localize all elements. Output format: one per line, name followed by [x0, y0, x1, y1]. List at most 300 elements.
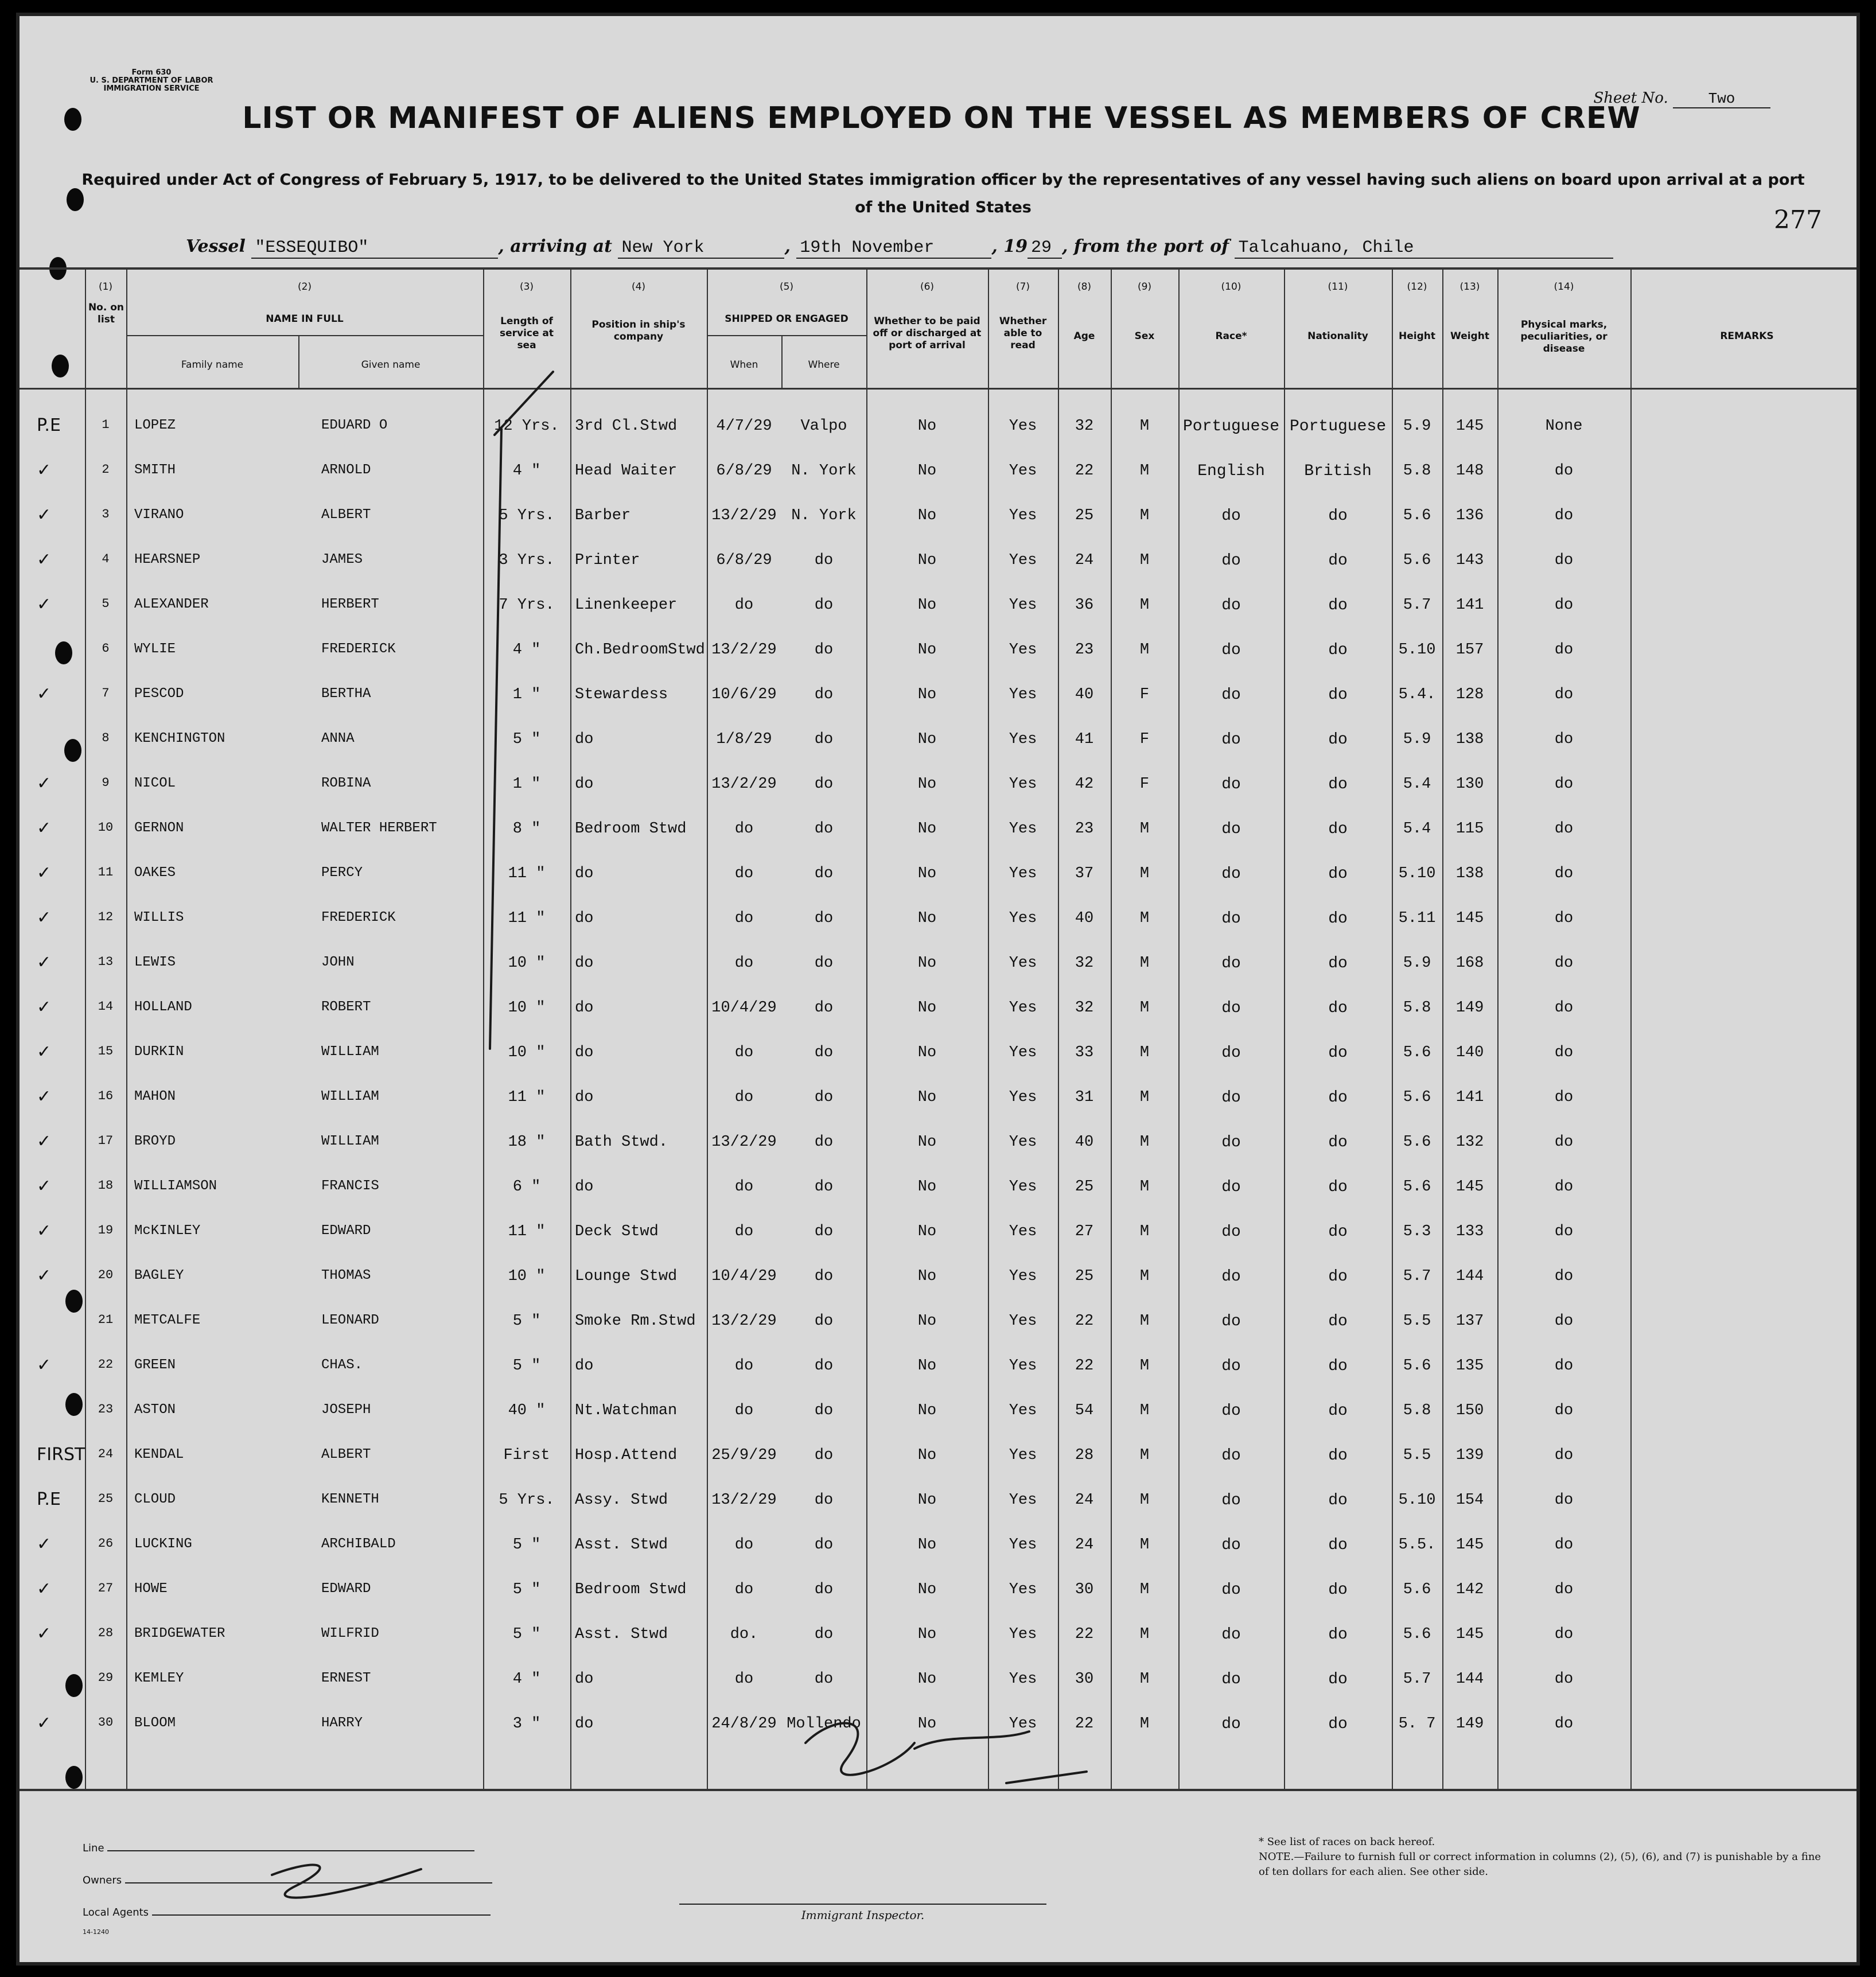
cell-race: do: [1221, 1134, 1241, 1151]
cell-position: do: [575, 910, 594, 927]
vessel-label: Vessel: [186, 236, 246, 256]
cell-marks: do: [1554, 776, 1574, 793]
col-num-13: (13): [1459, 281, 1480, 293]
cell-nationality: British: [1304, 462, 1372, 480]
cell-read: Yes: [1009, 1492, 1037, 1509]
cell-position: Bath Stwd.: [575, 1134, 668, 1151]
margin-mark: ✓: [37, 1624, 52, 1644]
cell-age: 25: [1075, 507, 1094, 524]
cell-race: do: [1221, 865, 1241, 883]
cell-no: 15: [98, 1044, 114, 1058]
cell-when: do: [734, 1357, 754, 1375]
cell-race: do: [1221, 1581, 1241, 1599]
cell-nationality: do: [1328, 865, 1348, 883]
cell-age: 22: [1075, 1715, 1094, 1733]
cell-marks: do: [1554, 552, 1574, 569]
cell-sex: M: [1139, 597, 1150, 614]
cell-race: do: [1221, 1671, 1241, 1688]
cell-given: HERBERT: [321, 597, 379, 612]
cell-family: McKINLEY: [134, 1223, 201, 1239]
arriving-label: , arriving at: [498, 236, 613, 256]
inspector-signature: [805, 1723, 1087, 1783]
cell-marks: do: [1554, 820, 1574, 838]
cell-age: 32: [1075, 999, 1094, 1017]
cell-service: 40 ": [508, 1402, 546, 1419]
cell-when: do: [734, 1671, 754, 1688]
cell-paid: No: [917, 999, 937, 1017]
cell-race: do: [1221, 597, 1241, 614]
col-head-remarks: REMARKS: [1720, 330, 1774, 342]
cell-paid: No: [917, 1626, 937, 1643]
cell-paid: No: [917, 686, 937, 703]
cell-paid: No: [917, 1402, 937, 1419]
cell-age: 36: [1075, 597, 1094, 614]
cell-sex: M: [1139, 820, 1150, 838]
cell-paid: No: [917, 1134, 937, 1151]
cell-when: 6/8/29: [716, 462, 772, 480]
cell-where: do: [814, 1223, 834, 1240]
col-head-paid-off: Whether to be paid off or discharged at port of arrival: [873, 316, 982, 351]
cell-race: do: [1221, 1492, 1241, 1509]
cell-nationality: do: [1328, 820, 1348, 838]
cell-read: Yes: [1009, 1089, 1037, 1106]
cell-no: 27: [98, 1581, 114, 1595]
cell-paid: No: [917, 641, 937, 659]
cell-position: Smoke Rm.Stwd: [575, 1313, 696, 1330]
col-head-position: Position in ship's company: [591, 319, 686, 343]
cell-sex: M: [1139, 1715, 1150, 1733]
cell-height: 5.10: [1398, 865, 1436, 882]
cell-given: ROBINA: [321, 776, 371, 791]
cell-weight: 143: [1455, 552, 1484, 569]
cell-when: 13/2/29: [711, 1313, 777, 1330]
cell-service: 4 ": [512, 462, 541, 480]
cell-paid: No: [917, 1223, 937, 1240]
cell-family: GREEN: [134, 1357, 176, 1373]
cell-marks: do: [1554, 1581, 1574, 1598]
cell-when: do: [734, 1089, 754, 1106]
cell-nationality: do: [1328, 597, 1348, 614]
cell-race: do: [1221, 955, 1241, 972]
cell-no: 17: [98, 1134, 114, 1148]
cell-age: 25: [1075, 1268, 1094, 1285]
cell-marks: do: [1554, 1357, 1574, 1375]
cell-sex: M: [1139, 1223, 1150, 1240]
cell-service: 5 ": [512, 1536, 541, 1554]
cell-marks: do: [1554, 641, 1574, 659]
cell-nationality: do: [1328, 955, 1348, 972]
cell-position: do: [575, 1715, 594, 1733]
cell-where: do: [814, 1044, 834, 1061]
margin-mark: ✓: [37, 460, 52, 480]
cell-position: Bedroom Stwd: [575, 820, 687, 838]
cell-given: CHAS.: [321, 1357, 363, 1373]
cell-marks: do: [1554, 1268, 1574, 1285]
margin-mark: ✓: [37, 997, 52, 1017]
cell-age: 30: [1075, 1671, 1094, 1688]
cell-age: 40: [1075, 910, 1094, 927]
margin-mark: ✓: [37, 1266, 52, 1286]
cell-marks: do: [1554, 865, 1574, 882]
cell-service: 11 ": [508, 1089, 546, 1106]
cell-race: do: [1221, 1223, 1241, 1241]
cell-age: 32: [1075, 955, 1094, 972]
cell-service: 3 ": [512, 1715, 541, 1733]
cell-position: Assy. Stwd: [575, 1492, 668, 1509]
margin-mark: ✓: [37, 1579, 52, 1599]
col-head-physical-marks: Physical marks, peculiarities, or disease: [1520, 319, 1608, 355]
cell-age: 41: [1075, 731, 1094, 748]
cell-when: do: [734, 1536, 754, 1554]
cell-height: 5.4.: [1398, 686, 1436, 703]
col-head-weight: Weight: [1450, 330, 1489, 342]
cell-sex: M: [1139, 552, 1150, 569]
col-num-9: (9): [1137, 281, 1152, 293]
cell-race: do: [1221, 1626, 1241, 1644]
col-head-when: When: [730, 359, 758, 371]
cell-marks: None: [1545, 418, 1583, 435]
margin-mark: ✓: [37, 684, 52, 704]
col-head-where: Where: [808, 359, 840, 371]
cell-position: Ch.BedroomStwd: [575, 641, 705, 659]
cell-age: 37: [1075, 865, 1094, 882]
cell-family: BRIDGEWATER: [134, 1626, 225, 1641]
cell-no: 9: [102, 776, 110, 790]
cell-position: do: [575, 1044, 594, 1061]
cell-no: 10: [98, 820, 114, 835]
cell-age: 40: [1075, 686, 1094, 703]
cell-position: Asst. Stwd: [575, 1626, 668, 1643]
cell-no: 19: [98, 1223, 114, 1237]
cell-marks: do: [1554, 1223, 1574, 1240]
cell-where: do: [814, 552, 834, 569]
penalty-note: NOTE.—Failure to furnish full or correct information in columns (2), (5), (6), and (7) is punishable by a fine of ten dollars for each alien. See other side.: [1259, 1851, 1821, 1878]
cell-weight: 139: [1455, 1447, 1484, 1464]
margin-mark: ✓: [37, 1221, 52, 1241]
cell-nationality: do: [1328, 1715, 1348, 1733]
cell-marks: do: [1554, 1536, 1574, 1554]
col-head-family-name: Family name: [181, 359, 244, 371]
cell-no: 2: [102, 462, 110, 477]
margin-mark: FIRST: [37, 1445, 85, 1465]
cell-when: do: [734, 955, 754, 972]
arrival-port: New York: [618, 238, 784, 259]
cell-family: GERNON: [134, 820, 184, 836]
cell-family: BROYD: [134, 1134, 176, 1149]
cell-height: 5.5.: [1398, 1536, 1436, 1554]
col-num-7: (7): [1015, 281, 1030, 293]
margin-mark: ✓: [37, 908, 52, 928]
cell-weight: 157: [1455, 641, 1484, 659]
cell-marks: do: [1554, 597, 1574, 614]
cell-given: ARNOLD: [321, 462, 371, 478]
cell-no: 20: [98, 1268, 114, 1282]
pencil-stroke: [490, 372, 553, 1049]
cell-sex: M: [1139, 418, 1150, 435]
cell-height: 5.8: [1403, 1402, 1431, 1419]
margin-mark: ✓: [37, 550, 52, 570]
cell-weight: 144: [1455, 1671, 1484, 1688]
margin-mark: ✓: [37, 952, 52, 972]
cell-nationality: do: [1328, 731, 1348, 749]
cell-given: WALTER HERBERT: [321, 820, 437, 836]
cell-given: ARCHIBALD: [321, 1536, 396, 1552]
page-number: 277: [1774, 205, 1822, 235]
cell-when: do: [734, 1402, 754, 1419]
cell-weight: 148: [1455, 462, 1484, 480]
cell-sex: M: [1139, 1626, 1150, 1643]
cell-sex: M: [1139, 1447, 1150, 1464]
margin-mark: ✓: [37, 1355, 52, 1375]
margin-mark: ✓: [37, 818, 52, 838]
cell-when: 10/4/29: [711, 999, 777, 1017]
cell-given: THOMAS: [321, 1268, 371, 1283]
cell-where: do: [814, 999, 834, 1017]
cell-position: Bedroom Stwd: [575, 1581, 687, 1598]
cell-given: ROBERT: [321, 999, 371, 1015]
cell-sex: M: [1139, 1178, 1150, 1196]
cell-nationality: do: [1328, 999, 1348, 1017]
cell-read: Yes: [1009, 462, 1037, 480]
cell-marks: do: [1554, 686, 1574, 703]
cell-when: 24/8/29: [711, 1715, 777, 1733]
cell-family: HEARSNEP: [134, 552, 201, 567]
cell-height: 5.4: [1403, 776, 1431, 793]
cell-given: KENNETH: [321, 1492, 379, 1507]
cell-where: N. York: [791, 462, 857, 480]
cell-weight: 145: [1455, 910, 1484, 927]
cell-weight: 144: [1455, 1268, 1484, 1285]
cell-race: do: [1221, 731, 1241, 749]
cell-weight: 115: [1455, 820, 1484, 838]
cell-where: do: [814, 1357, 834, 1375]
cell-service: 1 ": [512, 686, 541, 703]
cell-race: do: [1221, 1044, 1241, 1062]
cell-service: 11 ": [508, 910, 546, 927]
cell-no: 23: [98, 1402, 114, 1416]
cell-no: 13: [98, 955, 114, 969]
cell-service: 5 ": [512, 1313, 541, 1330]
cell-paid: No: [917, 507, 937, 524]
cell-read: Yes: [1009, 1223, 1037, 1240]
cell-paid: No: [917, 1357, 937, 1375]
col-head-name: NAME IN FULL: [266, 313, 344, 325]
cell-sex: M: [1139, 910, 1150, 927]
cell-weight: 140: [1455, 1044, 1484, 1061]
cell-family: LOPEZ: [134, 418, 176, 433]
cell-height: 5.9: [1403, 731, 1431, 748]
cell-marks: do: [1554, 462, 1574, 480]
cell-sex: F: [1139, 686, 1150, 703]
cell-paid: No: [917, 865, 937, 882]
cell-no: 11: [98, 865, 114, 879]
cell-no: 24: [98, 1447, 114, 1461]
cell-sex: M: [1139, 1492, 1150, 1509]
cell-nationality: do: [1328, 552, 1348, 570]
margin-mark: ✓: [37, 594, 52, 614]
cell-marks: do: [1554, 1715, 1574, 1733]
cell-position: Head Waiter: [575, 462, 678, 480]
cell-where: do: [814, 1626, 834, 1643]
cell-height: 5.5: [1403, 1447, 1431, 1464]
cell-no: 7: [102, 686, 110, 700]
cell-where: do: [814, 1447, 834, 1464]
col-head-read: Whether able to read: [999, 316, 1047, 351]
cell-where: do: [814, 1134, 834, 1151]
cell-service: 6 ": [512, 1178, 541, 1196]
cell-read: Yes: [1009, 1313, 1037, 1330]
cell-when: do: [734, 1178, 754, 1196]
cell-service: 1 ": [512, 776, 541, 793]
cell-family: METCALFE: [134, 1313, 201, 1328]
cell-no: 5: [102, 597, 110, 611]
cell-read: Yes: [1009, 1357, 1037, 1375]
cell-age: 27: [1075, 1223, 1094, 1240]
cell-where: Mollendo: [787, 1715, 861, 1733]
cell-marks: do: [1554, 1671, 1574, 1688]
cell-service: 5 ": [512, 1626, 541, 1643]
cell-height: 5.6: [1403, 1089, 1431, 1106]
cell-paid: No: [917, 1671, 937, 1688]
cell-service: 12 Yrs.: [494, 418, 559, 435]
cell-paid: No: [917, 1447, 937, 1464]
cell-position: 3rd Cl.Stwd: [575, 418, 678, 435]
cell-marks: do: [1554, 1313, 1574, 1330]
cell-no: 16: [98, 1089, 114, 1103]
cell-read: Yes: [1009, 552, 1037, 569]
cell-weight: 136: [1455, 507, 1484, 524]
cell-weight: 145: [1455, 1178, 1484, 1196]
cell-family: SMITH: [134, 462, 176, 478]
from-label: , from the port of: [1062, 236, 1229, 256]
cell-height: 5.5: [1403, 1313, 1431, 1330]
col-num-8: (8): [1077, 281, 1092, 293]
cell-where: do: [814, 1536, 834, 1554]
cell-service: 10 ": [508, 999, 546, 1017]
cell-no: 14: [98, 999, 114, 1014]
cell-age: 23: [1075, 820, 1094, 838]
cell-weight: 150: [1455, 1402, 1484, 1419]
cell-no: 28: [98, 1626, 114, 1640]
cell-family: KENDAL: [134, 1447, 184, 1462]
cell-marks: do: [1554, 731, 1574, 748]
cell-read: Yes: [1009, 1626, 1037, 1643]
cell-read: Yes: [1009, 865, 1037, 882]
cell-read: Yes: [1009, 999, 1037, 1017]
cell-marks: do: [1554, 1626, 1574, 1643]
cell-age: 24: [1075, 552, 1094, 569]
cell-height: 5.6: [1403, 1134, 1431, 1151]
cell-nationality: do: [1328, 1581, 1348, 1599]
cell-height: 5.10: [1398, 641, 1436, 659]
cell-family: CLOUD: [134, 1492, 176, 1507]
cell-sex: M: [1139, 1402, 1150, 1419]
cell-height: 5.10: [1398, 1492, 1436, 1509]
cell-no: 6: [102, 641, 110, 656]
cell-paid: No: [917, 910, 937, 927]
cell-no: 22: [98, 1357, 114, 1372]
cell-family: HOWE: [134, 1581, 168, 1597]
cell-sex: M: [1139, 1536, 1150, 1554]
cell-nationality: do: [1328, 686, 1348, 704]
cell-marks: do: [1554, 910, 1574, 927]
cell-sex: M: [1139, 507, 1150, 524]
cell-sex: F: [1139, 776, 1150, 793]
cell-nationality: do: [1328, 1671, 1348, 1688]
cell-height: 5. 7: [1398, 1715, 1436, 1733]
cell-nationality: do: [1328, 1447, 1348, 1465]
cell-given: FRANCIS: [321, 1178, 379, 1194]
cell-weight: 141: [1455, 1089, 1484, 1106]
cell-race: do: [1221, 910, 1241, 928]
cell-when: do: [734, 910, 754, 927]
cell-height: 5.6: [1403, 507, 1431, 524]
sheet-number-value: Two: [1673, 90, 1770, 108]
form-code: 14-1240: [83, 1928, 109, 1936]
cell-service: 5 ": [512, 1357, 541, 1375]
cell-sex: M: [1139, 1313, 1150, 1330]
cell-service: 5 Yrs.: [499, 507, 555, 524]
cell-race: do: [1221, 507, 1241, 525]
arrival-date: 19th November: [796, 238, 991, 259]
cell-given: EDUARD O: [321, 418, 388, 433]
cell-where: do: [814, 731, 834, 748]
cell-when: 4/7/29: [716, 418, 772, 435]
cell-race: do: [1221, 776, 1241, 793]
cell-no: 8: [102, 731, 110, 745]
cell-when: 13/2/29: [711, 1134, 777, 1151]
cell-given: PERCY: [321, 865, 363, 881]
cell-height: 5.9: [1403, 418, 1431, 435]
footer-signatures: [83, 1832, 492, 1936]
cell-no: 4: [102, 552, 110, 566]
cell-given: WILLIAM: [321, 1134, 379, 1149]
cell-position: Nt.Watchman: [575, 1402, 678, 1419]
cell-no: 25: [98, 1492, 114, 1506]
cell-sex: M: [1139, 1089, 1150, 1106]
cell-weight: 149: [1455, 999, 1484, 1017]
cell-service: 4 ": [512, 641, 541, 659]
cell-service: 5 Yrs.: [499, 1492, 555, 1509]
cell-nationality: do: [1328, 1357, 1348, 1375]
cell-where: do: [814, 1671, 834, 1688]
cell-height: 5.6: [1403, 552, 1431, 569]
cell-race: English: [1197, 462, 1265, 480]
cell-no: 30: [98, 1715, 114, 1730]
cell-read: Yes: [1009, 1536, 1037, 1554]
cell-age: 33: [1075, 1044, 1094, 1061]
cell-height: 5.6: [1403, 1178, 1431, 1196]
cell-where: do: [814, 686, 834, 703]
cell-when: do: [734, 865, 754, 882]
col-num-11: (11): [1328, 281, 1348, 293]
cell-no: 3: [102, 507, 110, 522]
cell-read: Yes: [1009, 910, 1037, 927]
cell-given: FREDERICK: [321, 910, 396, 925]
cell-where: do: [814, 1268, 834, 1285]
cell-family: WYLIE: [134, 641, 176, 657]
cell-paid: No: [917, 1178, 937, 1196]
col-head-age: Age: [1073, 330, 1095, 342]
cell-paid: No: [917, 1089, 937, 1106]
cell-weight: 142: [1455, 1581, 1484, 1598]
cell-when: do.: [730, 1626, 758, 1643]
cell-service: First: [503, 1447, 550, 1464]
cell-family: MAHON: [134, 1089, 176, 1104]
cell-nationality: do: [1328, 1134, 1348, 1151]
cell-sex: M: [1139, 462, 1150, 480]
cell-where: do: [814, 1089, 834, 1106]
